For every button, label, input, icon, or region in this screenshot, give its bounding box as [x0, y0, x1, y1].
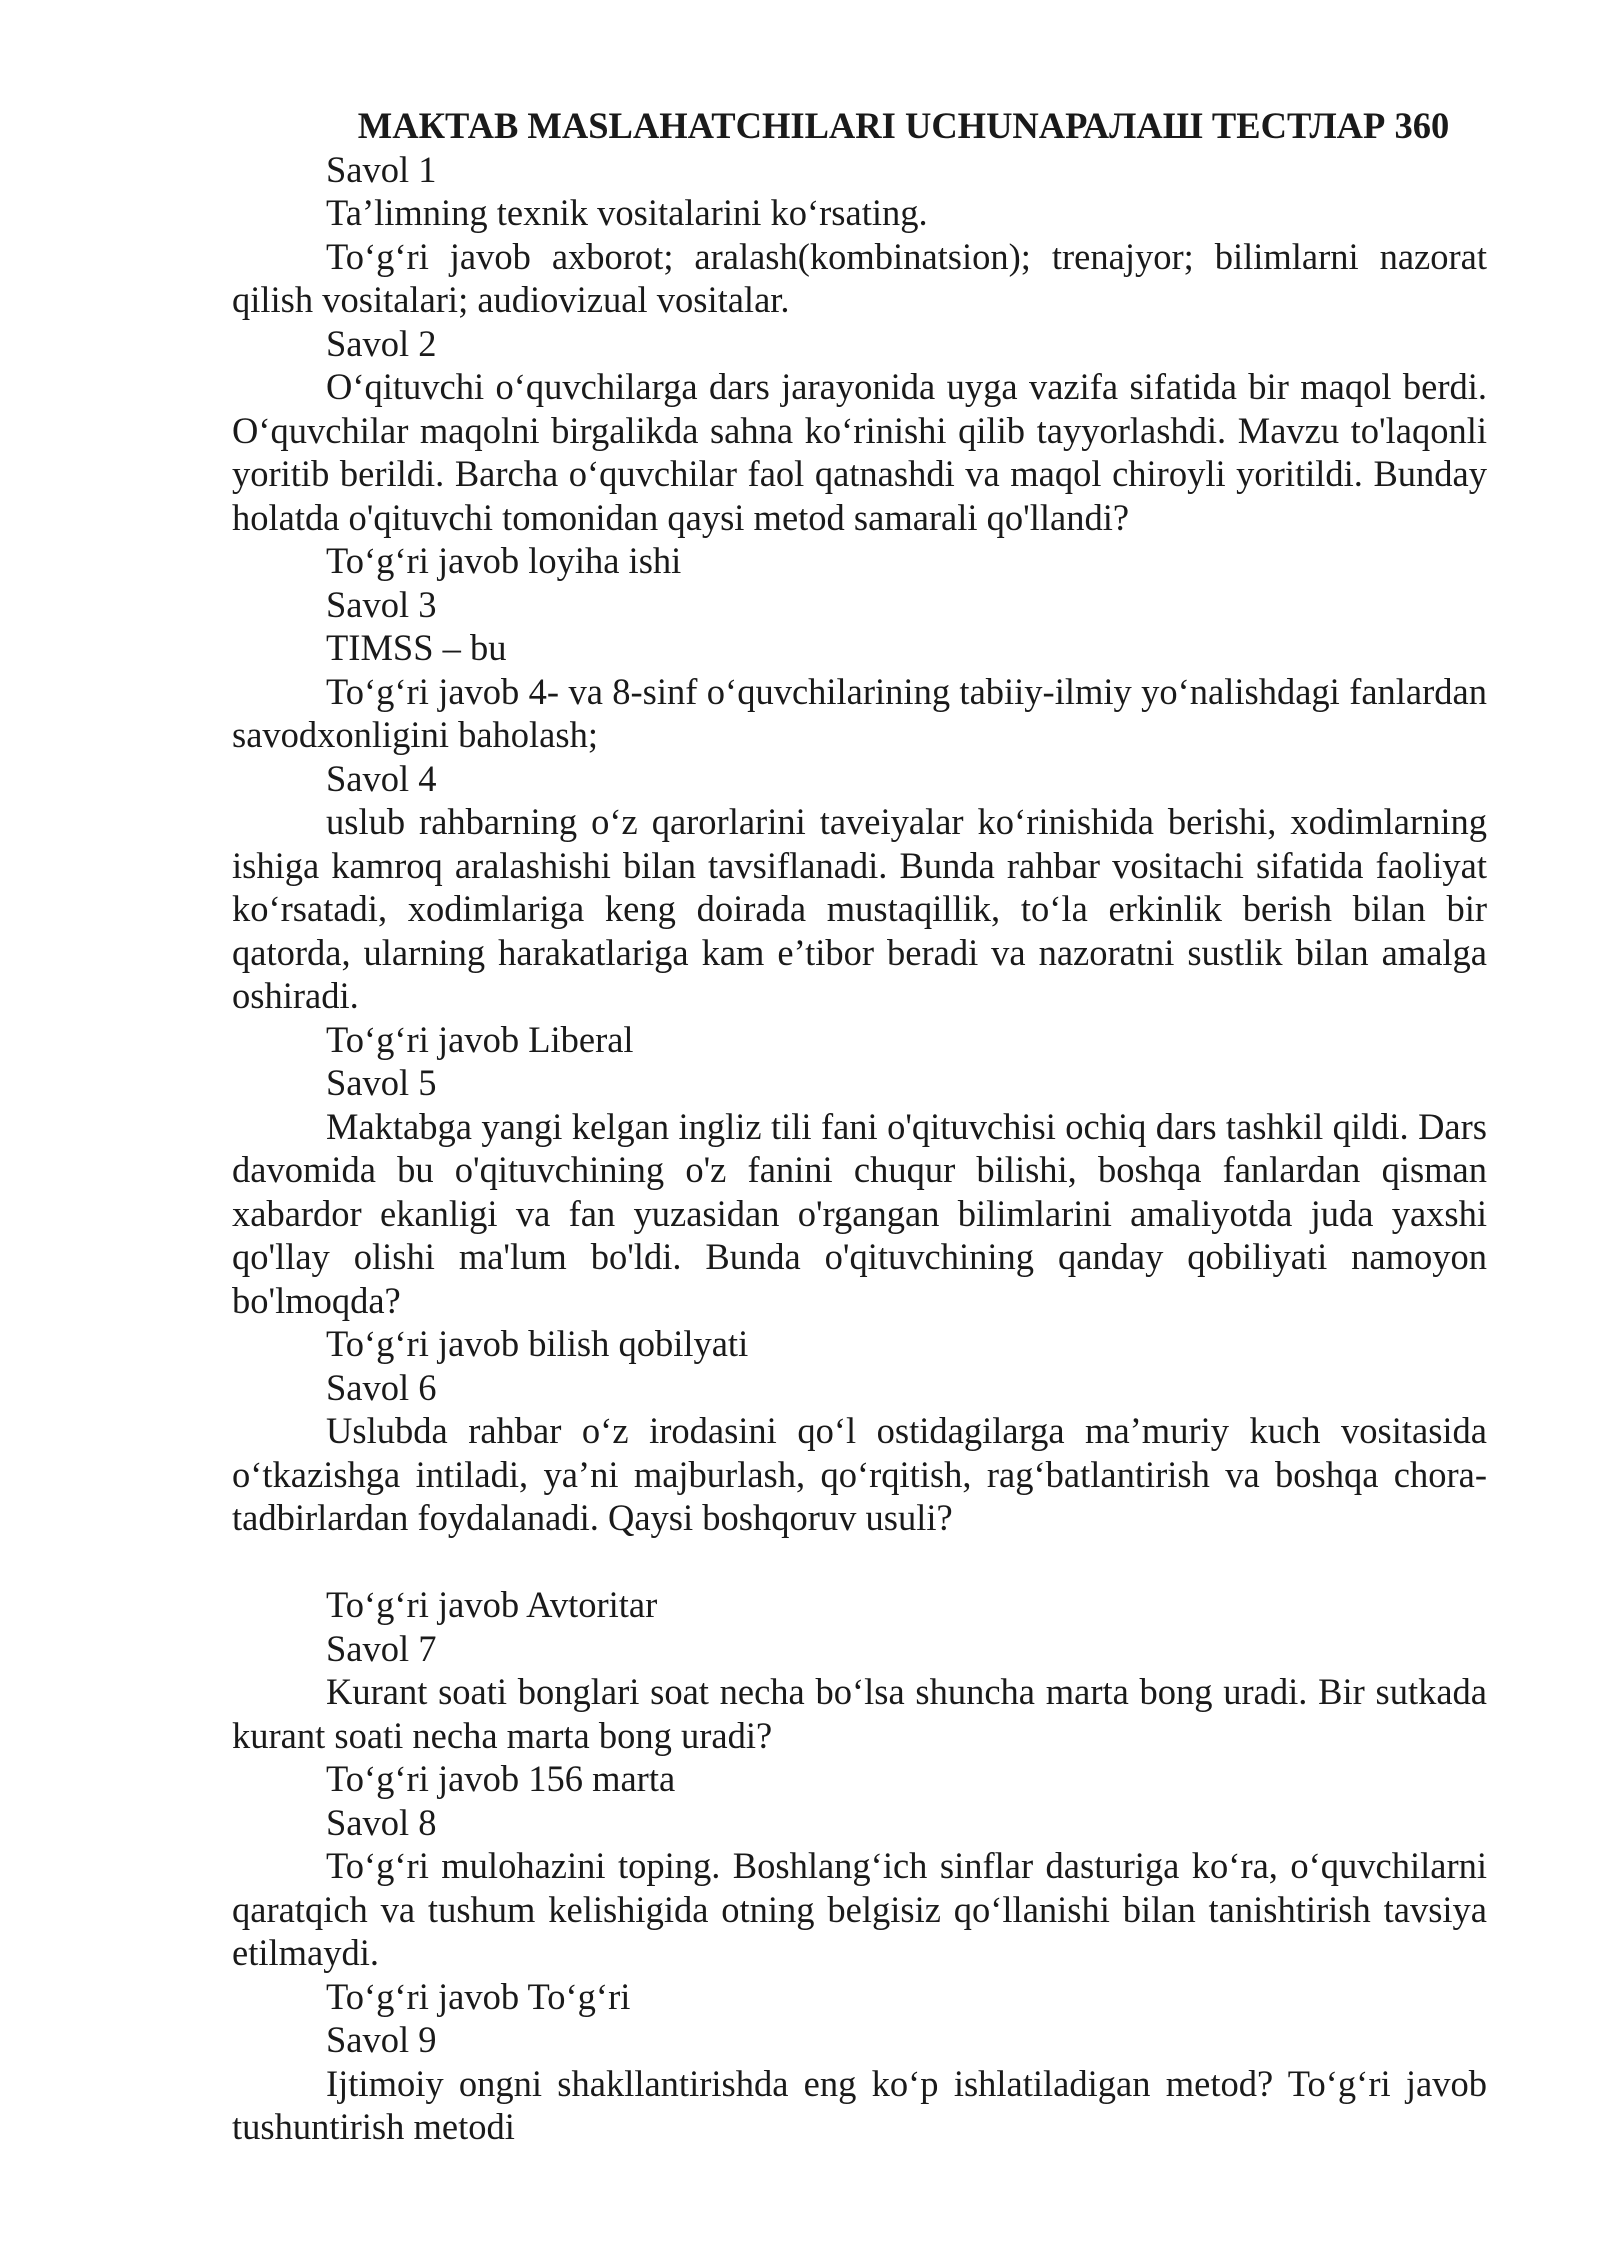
- question-4-text: uslub rahbarning o‘z qarorlarini taveiyalar ko‘rinishida berishi, xodimlarning ishiga kamroq aralashishi bilan tavsiflanadi. Bunda rahbar vositachi sifatida faoliyat ko‘rsatadi, xodimlariga keng doirada mustaqillik, to‘la erkinlik berish bilan bir qatorda, ularning harakatlariga kam e’tibor beradi va nazoratni sustlik bilan amalga oshiradi.: [232, 801, 1487, 1016]
- blank-line: [232, 1540, 1487, 1584]
- question-7-label: Savol 7: [326, 1627, 437, 1669]
- question-2-text: O‘qituvchi o‘quvchilarga dars jarayonida uyga vazifa sifatida bir maqol berdi. O‘quvchilar maqolni birgalikda sahna ko‘rinishi qilib tayyorlashdi. Mavzu to'laqonli yoritib berildi. Barcha o‘quvchilar faol qatnashdi va maqol chiroyli yoritildi. Bunday holatda o'qituvchi tomonidan qaysi metod samarali qo'llandi?: [232, 366, 1487, 538]
- question-5-text: Maktabga yangi kelgan ingliz tili fani o'qituvchisi ochiq dars tashkil qildi. Dars davomida bu o'qituvchining o'z fanini chuqur bilishi, boshqa fanlardan qisman xabardor ekanligi va fan yuzasidan o'rgangan bilimlarini amaliyotda juda yaxshi qo'llay olishi ma'lum bo'ldi. Bunda o'qituvchining qanday qobiliyati namoyon bo'lmoqda?: [232, 1105, 1487, 1321]
- document-page: [232, 104, 1487, 2149]
- question-1-answer: To‘g‘ri javob axborot; aralash(kombinatsion); trenajyor; bilimlarni nazorat qilish vositalari; audiovizual vositalar.: [232, 235, 1487, 320]
- question-7-answer: To‘g‘ri javob 156 marta: [326, 1758, 676, 1799]
- question-1-text: Ta’limning texnik vositalarini ko‘rsating.: [326, 192, 928, 233]
- question-3-label: Savol 3: [326, 583, 437, 625]
- question-8-text: To‘g‘ri mulohazini toping. Boshlang‘ich sinflar dasturiga ko‘ra, o‘quvchilarni qaratqich va tushum kelishigida otning belgisiz qo‘llanishi bilan tanishtirish tavsiya etilmaydi.: [232, 1845, 1487, 1973]
- question-9-text: Ijtimoiy ongni shakllantirishda eng ko‘p ishlatiladigan metod? To‘g‘ri javob tushuntirish metodi: [232, 2062, 1487, 2147]
- question-6-label: Savol 6: [326, 1366, 437, 1408]
- question-1-label: Savol 1: [326, 148, 437, 190]
- question-5-answer: To‘g‘ri javob bilish qobilyati: [326, 1323, 749, 1364]
- question-4-answer: To‘g‘ri javob Liberal: [326, 1018, 634, 1060]
- question-8-label: Savol 8: [326, 1801, 437, 1843]
- question-2-answer: To‘g‘ri javob loyiha ishi: [326, 540, 682, 581]
- question-3-text: TIMSS – bu: [326, 627, 507, 668]
- question-6-answer: To‘g‘ri javob Avtoritar: [326, 1584, 658, 1625]
- question-7-text: Kurant soati bonglari soat necha bo‘lsa shuncha marta bong uradi. Bir sutkada kurant soati necha marta bong uradi?: [232, 1671, 1487, 1756]
- question-4-label: Savol 4: [326, 757, 437, 799]
- document-title: МАКТАВ MASLAHATCHILARI UCHUNАРАЛАШ ТЕСТЛАР 360: [357, 105, 1450, 146]
- question-8-answer: To‘g‘ri javob To‘g‘ri: [326, 1975, 631, 2017]
- question-2-label: Savol 2: [326, 322, 437, 364]
- question-6-text: Uslubda rahbar o‘z irodasini qo‘l ostidagilarga ma’muriy kuch vositasida o‘tkazishga intiladi, ya’ni majburlash, qo‘rqitish, rag‘batlantirish va boshqa chora-tadbirlardan foydalanadi. Qaysi boshqoruv usuli?: [232, 1410, 1487, 1538]
- question-3-answer: To‘g‘ri javob 4- va 8-sinf o‘quvchilarining tabiiy-ilmiy yo‘nalishdagi fanlardan savodxonligini baholash;: [232, 670, 1487, 755]
- question-9-label: Savol 9: [326, 2019, 437, 2060]
- question-5-label: Savol 5: [326, 1062, 437, 1103]
